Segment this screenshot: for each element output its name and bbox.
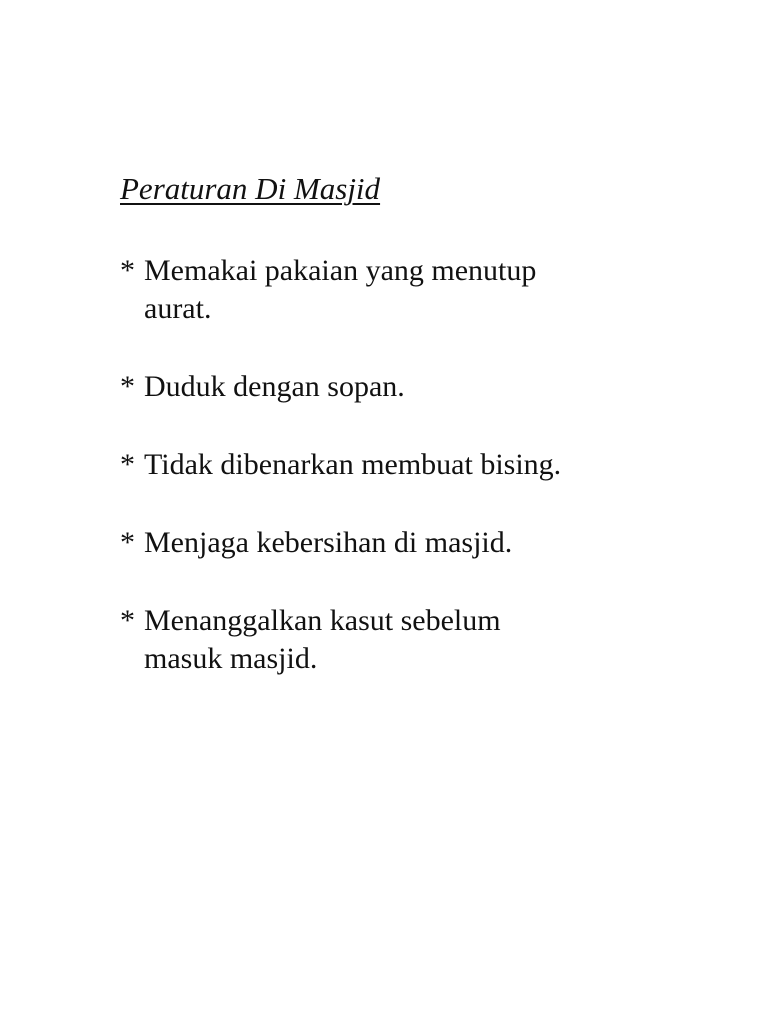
rule-text: Menanggalkan kasut sebelum masuk masjid. <box>144 604 501 675</box>
rule-item <box>120 524 720 562</box>
bullet-marker: * <box>120 370 135 403</box>
rule-item <box>120 368 720 406</box>
rule-text: Memakai pakaian yang menutup aurat. <box>144 254 537 325</box>
rule-text: Duduk dengan sopan. <box>144 370 405 403</box>
bullet-marker: * <box>120 526 135 559</box>
rules-list <box>120 252 720 718</box>
rule-item <box>120 446 720 484</box>
rule-item <box>120 252 720 328</box>
bullet-marker: * <box>120 604 135 637</box>
rule-text: Tidak dibenarkan membuat bising. <box>144 448 562 481</box>
rule-item <box>120 602 720 678</box>
document-title: Peraturan Di Masjid <box>120 171 381 206</box>
bullet-marker: * <box>120 448 135 481</box>
bullet-marker: * <box>120 254 135 287</box>
rule-text: Menjaga kebersihan di masjid. <box>144 526 513 559</box>
